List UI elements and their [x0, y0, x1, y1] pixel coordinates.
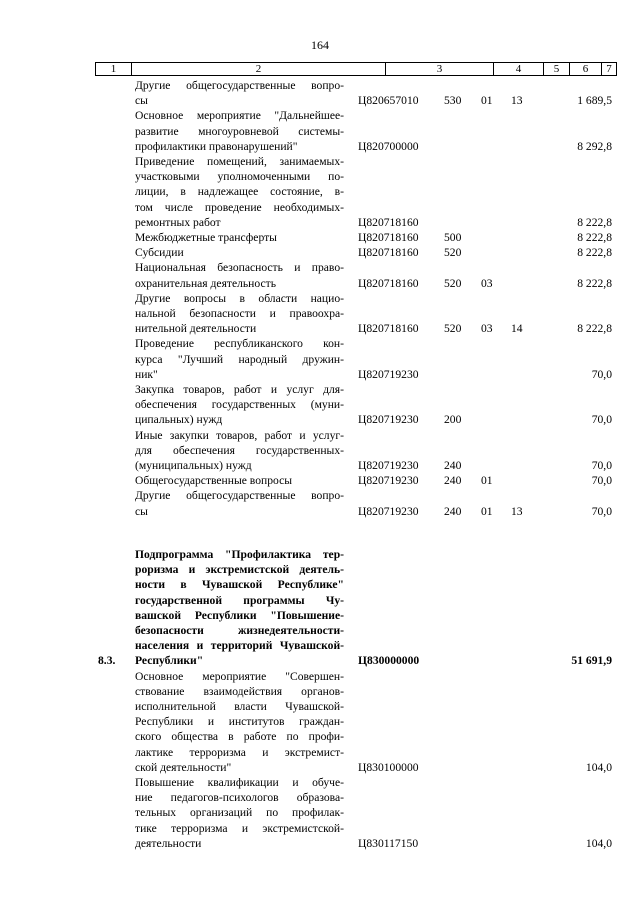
amount: 104,0: [585, 760, 612, 774]
target-article-code: Ц830117150: [358, 836, 419, 850]
target-article-code: Ц820719230: [358, 413, 419, 427]
amount: 8 222,8: [577, 231, 612, 245]
expense-type: 200: [444, 413, 462, 427]
target-article-code: Ц820718160: [358, 276, 419, 290]
subsection: 14: [511, 322, 523, 336]
table-row: [0, 428, 640, 474]
header-col-3: 3: [386, 63, 494, 75]
table-row: [0, 154, 640, 230]
expense-type: 520: [444, 246, 462, 260]
expense-type: 240: [444, 504, 462, 518]
target-article-code: Ц820719230: [358, 367, 419, 381]
expense-type: 520: [444, 322, 462, 336]
table-row: [0, 108, 640, 154]
table-row: [0, 547, 640, 669]
table-header: [95, 62, 617, 76]
page-number: 164: [311, 38, 329, 52]
row-number: 8.3.: [98, 654, 116, 668]
row-description: Другие общегосударственные вопро- сы: [135, 489, 344, 518]
amount: 8 222,8: [577, 246, 612, 260]
row-description: Иные закупки товаров, работ и услуг- для обеспечения государственных- (муниципальных) нужд: [135, 428, 344, 473]
expense-type: 530: [444, 94, 462, 108]
amount: 8 222,8: [577, 276, 612, 290]
table-row: [0, 382, 640, 428]
target-article-code: Ц820718160: [358, 322, 419, 336]
table-row: [0, 245, 640, 260]
header-col-5: 5: [544, 63, 570, 75]
amount: 51 691,9: [571, 654, 612, 668]
amount: 70,0: [591, 413, 612, 427]
subsection: 13: [511, 504, 523, 518]
section: 01: [481, 474, 493, 488]
amount: 1 689,5: [577, 94, 612, 108]
target-article-code: Ц820719230: [358, 459, 419, 473]
row-description: Другие общегосударственные вопро- сы: [135, 79, 344, 108]
row-description: Национальная безопасность и право- охранительная деятельность: [135, 261, 344, 290]
target-article-code: Ц830100000: [358, 760, 419, 774]
section: 03: [481, 276, 493, 290]
row-description: Межбюджетные трансферты: [135, 231, 277, 245]
expense-type: 520: [444, 276, 462, 290]
header-col-1: 1: [96, 63, 132, 75]
header-col-4: 4: [494, 63, 544, 75]
amount: 70,0: [591, 504, 612, 518]
header-col-6: 6: [570, 63, 602, 75]
amount: 8 222,8: [577, 215, 612, 229]
row-description: Подпрограмма "Профилактика тер- роризма и экстремистской деятель- ности в Чувашской Республике" государственной программы Чу- вашской Республики "Повышение- безопасности жизнедеятельности- населения и территорий Чувашской- Республики": [135, 547, 344, 668]
row-description: Повышение квалификации и обуче- ние педагогов-психологов образова- тельных организаций по профилак- тике терроризма и экстремистской- деятельности: [135, 775, 344, 850]
table-row: [0, 775, 640, 851]
row-description: Приведение помещений, занимаемых- участковыми уполномоченными по- лиции, в надлежащее состояние, в- том числе проведение необходимых- ремонтных работ: [135, 155, 344, 229]
amount: 70,0: [591, 474, 612, 488]
row-description: Проведение республиканского кон- курса "Лучший народный дружин- ник": [135, 337, 344, 381]
row-description: Основное мероприятие "Совершен- ствование взаимодействия органов- исполнительной власти Чувашской- Республики и институтов граждан- ского общества в работе по профи- лактике терроризма и экстремист- ской деятельности": [135, 669, 344, 774]
expense-type: 240: [444, 459, 462, 473]
header-col-2: 2: [132, 63, 386, 75]
amount: 8 292,8: [577, 139, 612, 153]
target-article-code: Ц820719230: [358, 504, 419, 518]
target-article-code: Ц820657010: [358, 94, 419, 108]
expense-type: 500: [444, 231, 462, 245]
target-article-code: Ц820718160: [358, 215, 419, 229]
table-row: [0, 230, 640, 245]
amount: 8 222,8: [577, 322, 612, 336]
header-col-7: 7: [606, 63, 612, 75]
row-description: Общегосударственные вопросы: [135, 474, 293, 488]
table-row: [0, 78, 640, 108]
table-row: [0, 669, 640, 775]
row-description: Другие вопросы в области нацио- нальной безопасности и правоохра- нительной деятельности: [135, 291, 344, 336]
target-article-code: Ц820719230: [358, 474, 419, 488]
row-description: Основное мероприятие "Дальнейшее- развитие многоуровневой системы- профилактики правонарушений": [135, 109, 344, 153]
table-body: [0, 78, 640, 851]
target-article-code: Ц820700000: [358, 139, 419, 153]
target-article-code: Ц820718160: [358, 246, 419, 260]
target-article-code: Ц820718160: [358, 231, 419, 245]
amount: 104,0: [585, 836, 612, 850]
table-row: [0, 260, 640, 290]
expense-type: 240: [444, 474, 462, 488]
subsection: 13: [511, 94, 523, 108]
amount: 70,0: [591, 459, 612, 473]
target-article-code: Ц830000000: [358, 654, 420, 668]
section: 01: [481, 504, 493, 518]
amount: 70,0: [591, 367, 612, 381]
section: 03: [481, 322, 493, 336]
row-description: Субсидии: [135, 246, 184, 260]
table-row: [0, 336, 640, 382]
table-row: [0, 488, 640, 518]
table-row: [0, 291, 640, 337]
row-description: Закупка товаров, работ и услуг для- обеспечения государственных (муни- ципальных) нужд: [135, 383, 344, 427]
table-row: [0, 473, 640, 488]
section: 01: [481, 94, 493, 108]
